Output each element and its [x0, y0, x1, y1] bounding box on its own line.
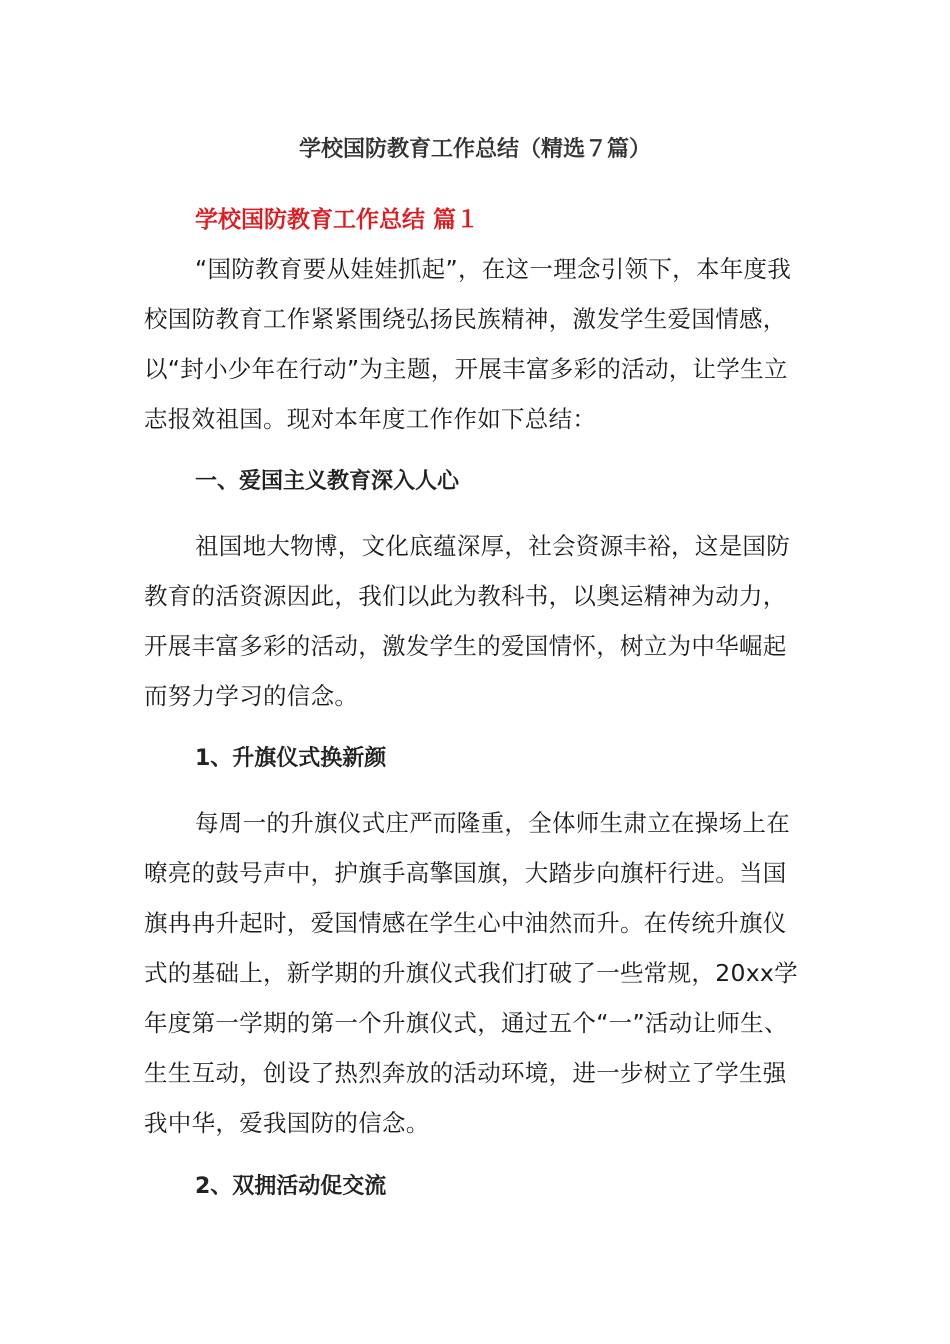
section-title: 学校国防教育工作总结 篇１ [195, 207, 480, 233]
patriotism-paragraph: 祖国地大物博，文化底蕴深厚，社会资源丰裕，这是国防教育的活资源因此，我们以此为教科书，以奥运精神为动力，开展丰富多彩的活动，激发学生的爱国情怀，树立为中华崛起而努力学习的信念。 [144, 532, 790, 710]
intro-paragraph: “国防教育要从娃娃抓起”，在这一理念引领下，本年度我校国防教育工作紧紧围绕弘扬民族精神，激发学生爱国情感，以“封小少年在行动”为主题，开展丰富多彩的活动，让学生立志报效祖国。现对本年度工作作如下总结： [144, 255, 792, 433]
heading-patriotism: 一、爱国主义教育深入人心 [195, 469, 460, 494]
heading-double-support: 2、双拥活动促交流 [195, 1174, 387, 1199]
flag-ceremony-paragraph: 每周一的升旗仪式庄严而隆重，全体师生肃立在操场上在嘹亮的鼓号声中，护旗手高擎国旗，大踏步向旗杆行进。当国旗冉冉升起时，爱国情感在学生心中油然而升。在传统升旗仪式的基础上，新学期的升旗仪式我们打破了一些常规，20xx学年度第一学期的第一个升旗仪式，通过五个“一”活动让师生、生生互动，创设了热烈奔放的活动环境，进一步树立了学生强我中华，爱我国防的信念。 [144, 809, 798, 1137]
heading-flag-ceremony: 1、升旗仪式换新颜 [195, 746, 387, 771]
document-title: 学校国防教育工作总结（精选７篇） [298, 137, 651, 162]
